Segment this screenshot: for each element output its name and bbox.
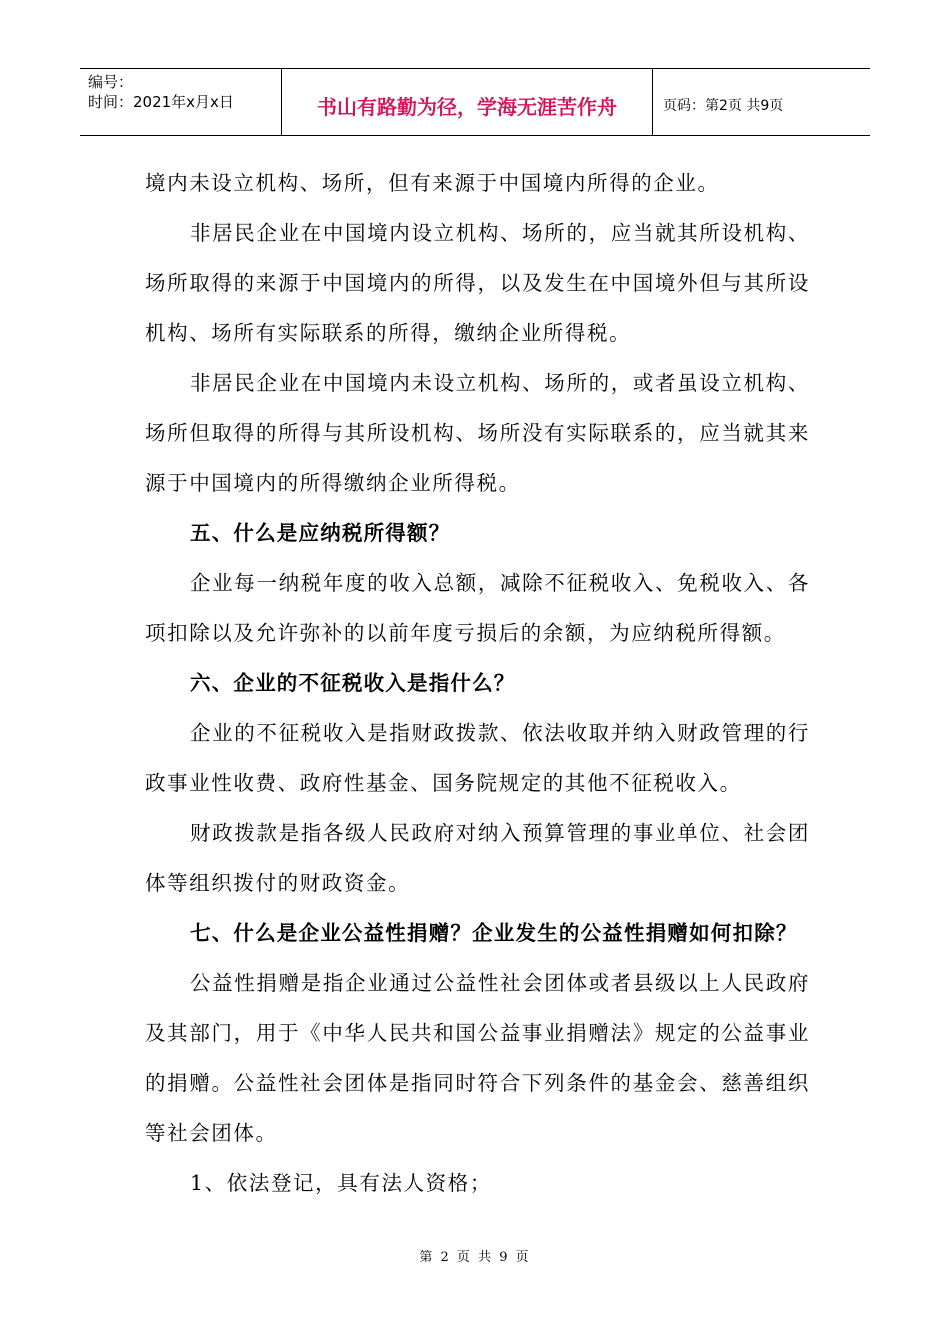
header-page-number: 页码：第2页 共9页: [663, 98, 784, 114]
paragraph: 非居民企业在中国境内设立机构、场所的，应当就其所设机构、场所取得的来源于中国境内的所得，以及发生在中国境外但与其所设机构、场所有实际联系的所得，缴纳企业所得税。: [145, 221, 810, 345]
document-date-label: 时间：2021年x月x日: [88, 93, 234, 111]
paragraph: 非居民企业在中国境内未设立机构、场所的，或者虽设立机构、场所但取得的所得与其所设机构、场所没有实际联系的，应当就其来源于中国境内的所得缴纳企业所得税。: [145, 371, 810, 495]
list-item: 1、依法登记，具有法人资格；: [190, 1171, 492, 1195]
paragraph: 财政拨款是指各级人民政府对纳入预算管理的事业单位、社会团体等组织拨付的财政资金。: [145, 821, 810, 895]
section-heading: 六、企业的不征税收入是指什么？: [190, 671, 516, 695]
paragraph: 境内未设立机构、场所，但有来源于中国境内所得的企业。: [145, 171, 720, 195]
header-motto: 书山有路勤为径，学海无涯苦作舟: [282, 69, 653, 135]
paragraph: 企业每一纳税年度的收入总额，减除不征税收入、免税收入、各项扣除以及允许弥补的以前年度亏损后的余额，为应纳税所得额。: [145, 571, 810, 645]
header-meta-cell: [80, 69, 282, 135]
paragraph: 公益性捐赠是指企业通过公益性社会团体或者县级以上人民政府及其部门，用于《中华人民共和国公益事业捐赠法》规定的公益事业的捐赠。公益性社会团体是指同时符合下列条件的基金会、慈善组织等社会团体。: [145, 971, 810, 1145]
section-heading: 七、什么是企业公益性捐赠？企业发生的公益性捐赠如何扣除？: [190, 921, 798, 945]
paragraph: 企业的不征税收入是指财政拨款、依法收取并纳入财政管理的行政事业性收费、政府性基金、国务院规定的其他不征税收入。: [145, 721, 810, 795]
section-heading: 五、什么是应纳税所得额？: [190, 521, 451, 545]
document-body: [145, 158, 810, 1208]
document-number-label: 编号：: [88, 73, 134, 91]
page-footer: 第 2 页 共 9 页: [419, 1250, 531, 1265]
page-header: [80, 68, 870, 136]
